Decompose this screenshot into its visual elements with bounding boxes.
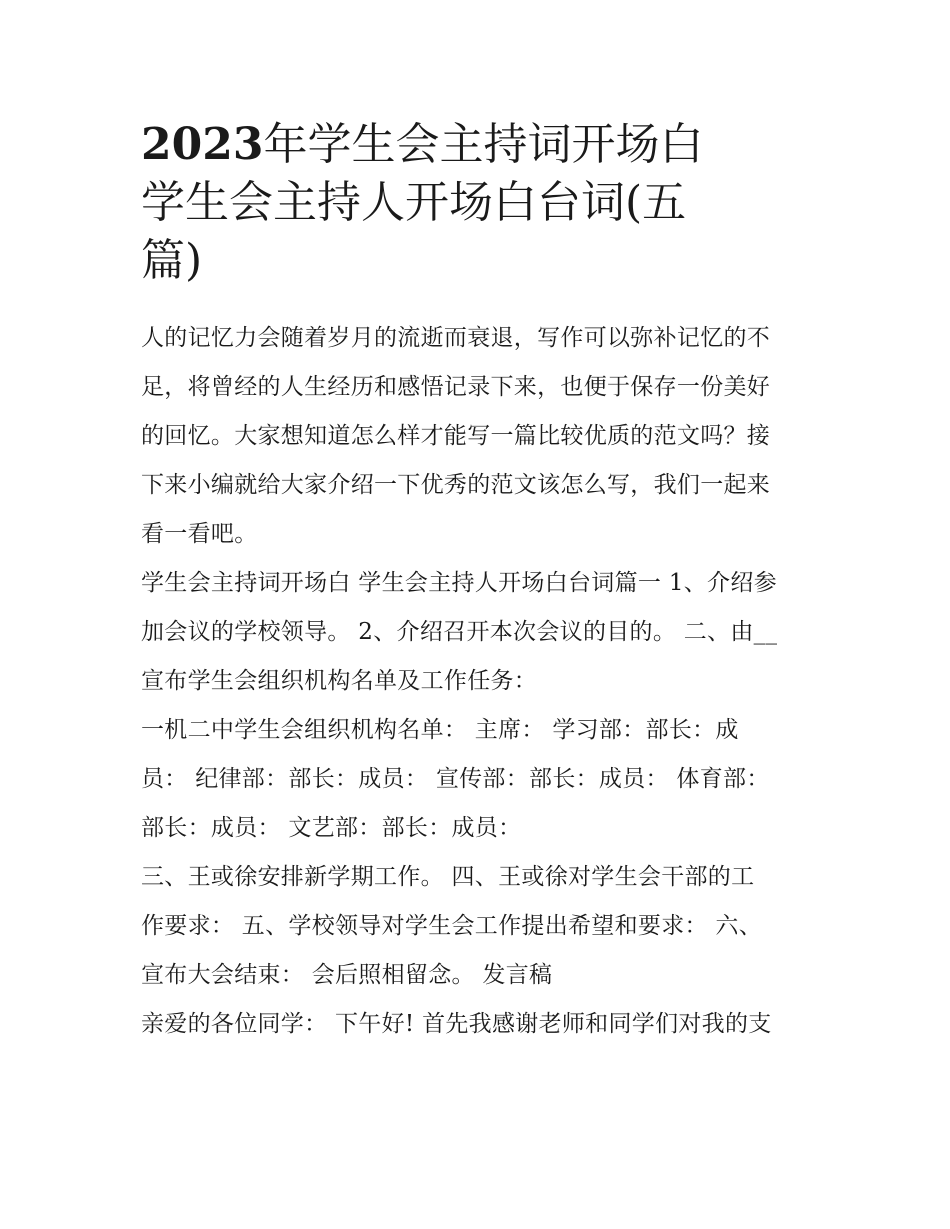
paragraph-line: 宣布学生会组织机构名单及工作任务： [141,668,538,694]
paragraph-line: 的回忆。大家想知道怎么样才能写一篇比较优质的范文吗？接 [141,423,771,449]
document-body [141,314,813,1049]
paragraph-line: 作要求： 五、学校领导对学生会工作提出希望和要求： 六、 [141,913,763,939]
paragraph-line: 人的记忆力会随着岁月的流逝而衰退，写作可以弥补记忆的不 [141,325,771,351]
paragraph-line: 加会议的学校领导。 2、介绍召开本次会议的目的。 二、由__ [141,619,778,645]
paragraph-line: 员： 纪律部：部长：成员： 宣传部：部长：成员： 体育部： [141,766,770,792]
title-line-2: 学生会主持人开场白台词(五 [141,177,687,228]
paragraph-line: 一机二中学生会组织机构名单： 主席： 学习部：部长：成 [141,717,739,743]
paragraph-intro [141,314,813,559]
title-year: 2023 [141,119,264,170]
paragraph-work-plan [141,853,813,1000]
paragraph-line: 看一看吧。 [141,521,258,547]
paragraph-line: 三、王或徐安排新学期工作。 四、王或徐对学生会干部的工 [141,864,755,890]
paragraph-line: 学生会主持词开场白 学生会主持人开场白台词篇一 1、介绍参 [141,570,777,596]
paragraph-line: 下来小编就给大家介绍一下优秀的范文该怎么写，我们一起来 [141,472,771,498]
paragraph-line: 宣布大会结束： 会后照相留念。 发言稿 [141,962,553,988]
document-title [141,116,813,290]
title-line-3: 篇) [141,235,203,286]
title-line-1 [141,116,813,174]
paragraph-organization [141,706,813,853]
document-page [141,116,813,1049]
paragraph-line: 亲爱的各位同学： 下午好! 首先我感谢老师和同学们对我的支 [141,1011,772,1037]
paragraph-agenda [141,559,813,706]
paragraph-line: 足，将曾经的人生经历和感悟记录下来，也便于保存一份美好 [141,374,771,400]
paragraph-speech [141,1000,813,1049]
title-line-1-text: 年学生会主持词开场白 [263,119,704,170]
paragraph-line: 部长：成员： 文艺部：部长：成员： [141,815,522,841]
